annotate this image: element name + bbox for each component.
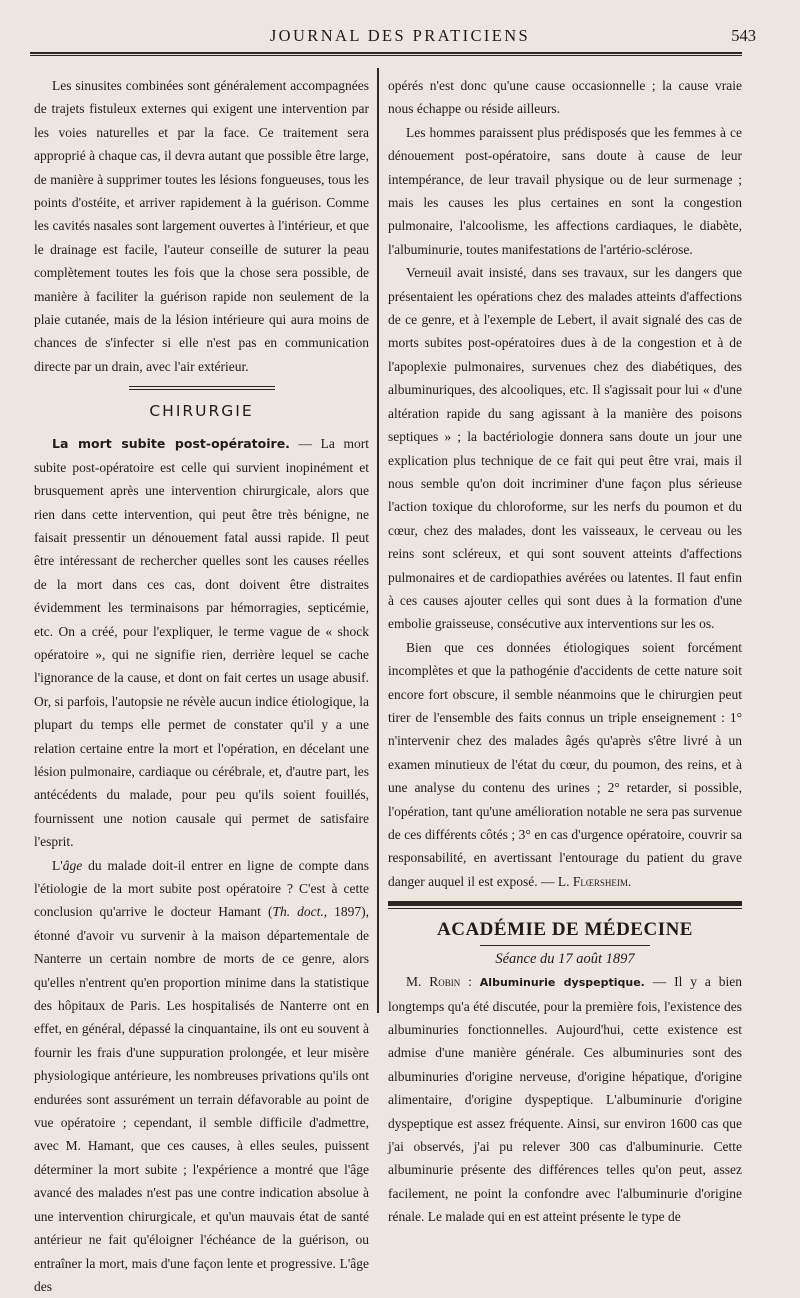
author-signature: L. Flœrsheim.: [557, 873, 632, 889]
age-emphasis: âge: [62, 857, 83, 873]
academy-thin-rule: [388, 908, 742, 909]
age-paragraph: L'âge du malade doit-il entrer en ligne de compte dans l'étiologie de la mort subite post opératoire ? C'est à cette conclusion qu'arrive le docteur Hamant (Th. doct., 1897), étonné d'avoir vu survenir à la maison départementale de Nanterre un certain nombre de morts de ce genre, alors qu'elles n'entrent qu'en proportion minime dans la statistique des hôpitaux de Paris. Les hospitalisés de Nanterre ont en effet, en général, dépassé la cinquantaine, ils ont eu souvent à fournir les frais d'une suppuration prolongée, et leur misère physiologique antérieure, les nombreuses privations qu'ils ont endurées sont assurément un terrain défavorable au point de vue opératoire ; cependant, il semble difficile d'admettre, avec M. Hamant, que ces causes, à elles seules, puissent déterminer la mort subite ; l'expérience a montré que l'âge avancé des malades n'est pas une contre indication absolue à une intervention chirurgicale, et qu'un mauvais état de santé antérieur ne fait qu'éloigner l'échéance de la guérison, ou entraîner la mort, mais d'une façon lente et progressive. L'âge des: [34, 857, 369, 1294]
academy-small-rule: [480, 945, 650, 946]
sinusites-paragraph: Les sinusites combinées sont généralement accompagnées de trajets fistuleux externes qui exigent une intervention par les voies naturelles et par la face. Ce traitement sera approprié à chaque cas, il devra autant que possible être large, de manière à supprimer toutes les lésions fongueuses, tous les points d'ostéite, et arriver rapidement à la guérison. Comme les cavités nasales sont largement ouvertes à l'intérieur, et que le drainage est facile, l'auteur conseille de suturer la peau complètement toutes les fois que la chose sera possible, de manière à faciliter la guérison rapide non seulement de la plaie cutanée, mais de la lésion intérieure qui aura moins de chances de s'infecter si elle n'est pas en communication directe par un drain, avec l'air extérieur.: [34, 78, 369, 374]
section-title-chirurgie: CHIRURGIE: [149, 402, 254, 421]
hommes-paragraph: Les hommes paraissent plus prédisposés que les femmes à ce dénouement post-opératoire, sans doute à cause de leur intempérance, de leur travail physique ou de leur surmenage ; mais les causes les plus certaines en sont la congestion pulmonaire, l'alcoolisme, les affections cardiaques, le diabète, l'albuminurie, toutes manifestations de l'artério-sclérose.: [388, 124, 742, 257]
right-column: [388, 74, 742, 1229]
article-body: — La mort subite post-opératoire est celle qui survient inopinément et brusquement après une intervention chirurgicale, alors que rien dans cette intervention, qui peut être très bénigne, ne faisait pressentir un dénouement fatal aussi rapide. Il peut être intéressant de rechercher quelles sont les causes réelles de la mort dans ces cas, dont doivent être distraites évidemment les terminaisons par hémorragies, septicémie, etc. On a créé, pour l'expliquer, le terme vague de « shock opératoire », qui ne signifie rien, derrière lequel se cache l'ignorance de la cause, et dont on fait certes un usage abusif. Or, si parfois, l'autopsie ne révèle aucun indice étiologique, la plupart du temps elle permet de constater qu'il y a une relation certaine entre la mort et l'opération, en décelant une lésion pulmonaire, cardiaque ou cérébrale, et, d'autre part, les antécédents du malade, pour peu qu'ils soient fouillés, fournissent une notion causale qui permet de satisfaire l'esprit.: [34, 436, 369, 850]
verneuil-paragraph: Verneuil avait insisté, dans ses travaux, sur les dangers que présentaient les opérations chez des malades atteints d'affections de ce genre, et à l'exemple de Lebert, il avait signalé des cas de morts subites post-opératoires dues à de la congestion et à de l'apoplexie pulmonaires, survenues chez des diabétiques, des albuminuriques, des alcooliques, etc. Il s'agissait pour lui « d'une altération rapide du sang agissant à la manière des poisons septiques » ; la bactériologie donnera sans doute un jour une explication plus technique de ce fait qui peut être vrai, mais il nous semble qu'on doit incriminer d'une façon plus sérieuse l'action toxique du chloroforme, sur les nerfs du poumon et du cœur, chez des malades, dont les vaisseaux, le cerveau ou les reins sont scléreux, et qui sont souvent atteints d'affections pulmonaires et de cardiopathies avérées ou latentes. Il faut enfin à ces causes ajouter celles qui sont dues à la formation d'une embolie graisseuse, consécutive aux interventions sur les os.: [388, 265, 742, 632]
academy-thick-rule: [388, 901, 742, 907]
seance-date: Séance du 17 août 1897: [495, 951, 635, 968]
robin-paragraph: M. Robin : Albuminurie dyspeptique. — Il y a bien longtemps qu'a été discutée, pour la première fois, l'existence des albuminuries fonctionnelles. Aujourd'hui, cette existence est admise d'une manière générale. Ces albuminuries sont des albuminuries d'origine nerveuse, d'origine hépatique, d'origine alimentaire, d'origine dyspeptique. L'albuminurie d'origine dyspeptique est assez fréquente. Ainsi, sur environ 1600 cas que j'ai observés, j'ai pu relever 300 cas d'albuminurie. Cette albuminurie présente des différences telles qu'on peut, assez facilement, ne point la confondre avec l'albuminurie d'origine rénale. Le malade qui en est atteint présente le type de: [388, 974, 742, 1225]
left-column: [34, 74, 369, 1298]
article-heading: La mort subite post-opératoire.: [52, 436, 290, 452]
academy-title: ACADÉMIE DE MÉDECINE: [437, 919, 693, 941]
page-number: 543: [731, 26, 756, 45]
thesis-citation: Th. doct.: [272, 904, 324, 920]
header-rule: [30, 52, 742, 56]
continuation-paragraph: opérés n'est donc qu'une cause occasionnelle ; la cause vraie nous échappe ou réside ailleurs.: [388, 78, 742, 117]
mort-subite-paragraph: [34, 432, 369, 853]
speaker-name: Robin: [429, 974, 461, 990]
conclusion-paragraph: Bien que ces données étiologiques soient forcément incomplètes et que la pathogénie d'accidents de cette nature soit encore fort obscure, il semble néanmoins que le chirurgien peut tirer de l'ensemble des faits connus un triple enseignement : 1° n'intervenir chez des malades âgés qu'après s'être livré à un examen minutieux de l'état du cœur, du poumon, des reins, et à une analyse du contenu des urines ; 2° retarder, si possible, l'opération, tant qu'une amélioration notable ne sera pas survenue de ces différents côtés ; 3° en cas d'urgence opératoire, couvrir sa responsabilité, en avertissant l'entourage du patient du grave danger auquel il est exposé. — L. Flœrsheim.: [388, 639, 742, 889]
communication-title: Albuminurie dyspeptique.: [479, 976, 645, 990]
section-rule: [129, 386, 275, 390]
running-title: JOURNAL DES PRATICIENS: [269, 26, 531, 45]
column-divider: [377, 68, 379, 1013]
